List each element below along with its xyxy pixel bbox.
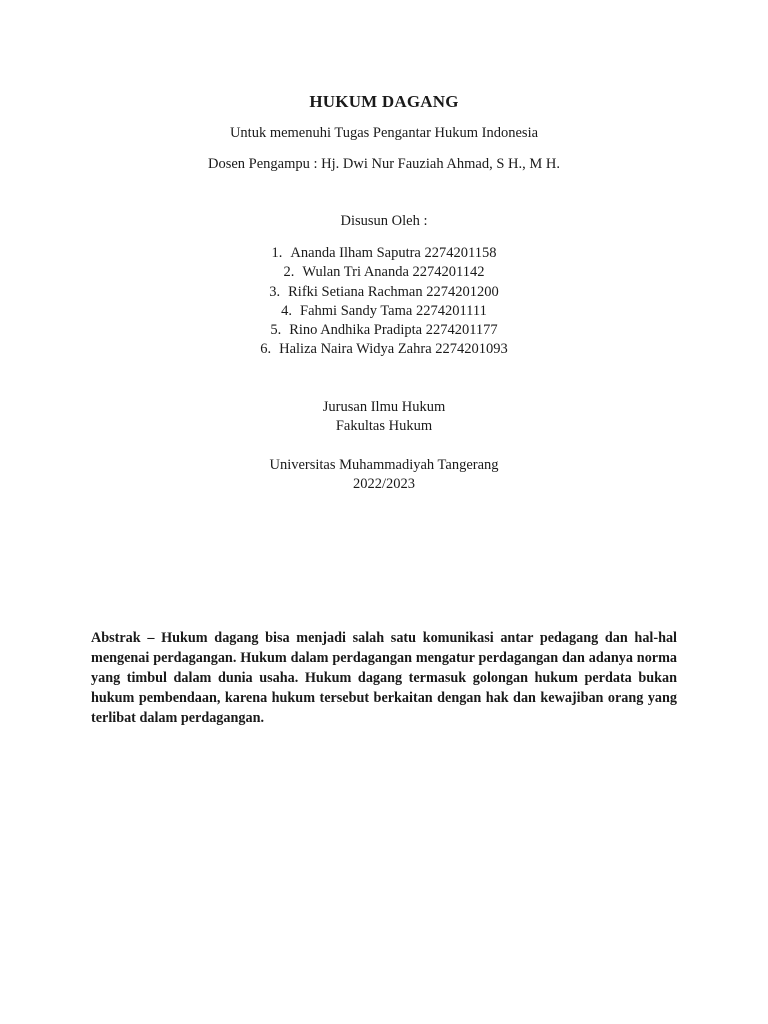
list-item [0,244,768,263]
lecturer-line: Dosen Pengampu : Hj. Dwi Nur Fauziah Ahmad, S H., M H. [207,156,560,172]
list-item-number: 5. [270,322,282,339]
list-item-text: Rifki Setiana Rachman 2274201200 [288,283,499,300]
compiled-by-label: Disusun Oleh : [340,213,428,229]
academic-year: 2022/2023 [352,476,416,492]
department-label: Jurusan Ilmu Hukum [322,399,446,415]
list-item-text: Haliza Naira Widya Zahra 2274201093 [279,341,508,358]
list-item-number: 6. [260,341,272,358]
document-title: HUKUM DAGANG [309,92,459,111]
abstract-paragraph: Abstrak – Hukum dagang bisa menjadi salah satu komunikasi antar pedagang dan hal-hal mengenai perdagangan. Hukum dalam perdagangan mengatur perdagangan dan adanya norma yang timbul dalam dunia usaha. Hukum dagang termasuk golongan hukum perdata bukan hukum pembendaan, karena hukum tersebut berkaitan dengan hak dan kewajiban orang yang terlibat dalam perdagangan. [91,630,677,727]
document-subtitle: Untuk memenuhi Tugas Pengantar Hukum Indonesia [229,125,539,141]
university-label: Universitas Muhammadiyah Tangerang [269,457,499,473]
author-list [0,244,768,360]
list-item [0,283,768,302]
list-item-text: Wulan Tri Ananda 2274201142 [302,264,485,281]
list-item [0,302,768,321]
list-item-text: Ananda Ilham Saputra 2274201158 [290,245,497,261]
list-item-text: Fahmi Sandy Tama 2274201111 [300,302,487,319]
list-item-text: Rino Andhika Pradipta 2274201177 [289,322,498,339]
list-item [0,263,768,282]
list-item-number: 1. [271,245,283,261]
list-item-number: 2. [283,264,295,281]
list-item [0,340,768,359]
list-item [0,321,768,340]
list-item-number: 3. [269,283,281,300]
faculty-label: Fakultas Hukum [335,418,433,434]
list-item-number: 4. [281,302,293,319]
